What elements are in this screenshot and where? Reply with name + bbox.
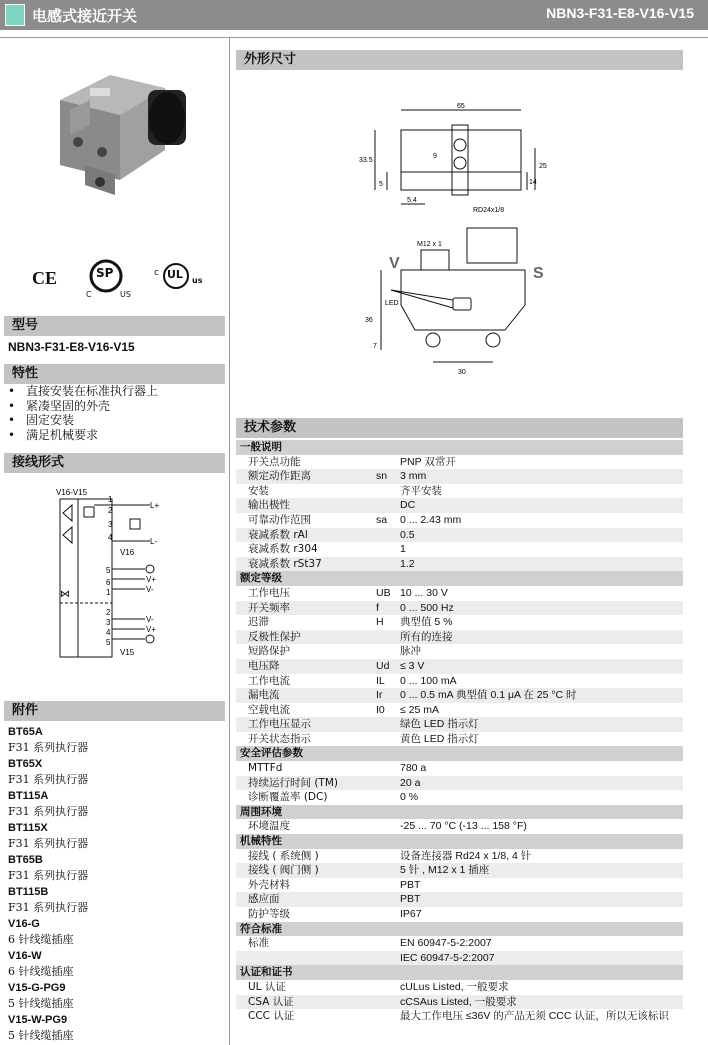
dim-33-5: 33.5 [359,157,373,164]
dimensions-section-title: 外形尺寸 [236,50,683,70]
dim-36: 36 [365,317,373,324]
dim-5: 5 [379,181,383,188]
spec-value: cCSAus Listed, 一般要求 [400,995,517,1008]
pin-label: 6 [106,578,111,587]
spec-label: 输出极性 [248,499,290,512]
spec-value: 黄色 LED 指示灯 [400,732,479,745]
pin-label: 4 [108,533,113,542]
accessory-item: BT65A F31 系列执行器 [8,726,89,754]
spec-value: 绿色 LED 指示灯 [400,718,479,731]
spec-row [236,469,683,484]
pin-label: 2 [108,506,113,515]
spec-label: 漏电流 [248,689,280,702]
csa-mark-us: US [120,290,131,299]
accessory-item: BT65B F31 系列执行器 [8,854,89,882]
spec-value: 0 % [400,791,419,804]
accessory-item: BT115A F31 系列执行器 [8,790,89,818]
spec-value: IEC 60947-5-2:2007 [400,951,495,964]
pin-label: 2 [106,608,111,617]
pin-label: 5 [106,566,111,575]
feature-item: • 满足机械要求 [8,428,158,443]
spec-label: 接线 ( 系统侧 ) [248,849,319,862]
spec-label: 衰减系数 rSt37 [248,557,322,570]
spec-label: 空载电流 [248,703,290,716]
spec-label: 开关状态指示 [248,732,311,745]
spec-value: 最大工作电压 ≤36V 的产品无须 CCC 认证，所以无该标识 [400,1010,669,1023]
valve-side-label: V [389,255,400,272]
lminus-label: L- [150,537,158,546]
spec-row [236,936,683,951]
dim-30: 30 [458,369,466,376]
spec-label: CSA 认证 [248,995,294,1008]
spec-section-header: 一般说明 [236,440,683,455]
spec-row [236,761,683,776]
spec-value: ≤ 3 V [400,659,425,672]
spec-value: IP67 [400,908,422,920]
spec-section-header: 机械特性 [236,834,683,849]
system-side-label: S [533,265,544,282]
accessory-item: V16-W 6 针线缆插座 [8,950,74,978]
spec-value: 设备连接器 Rd24 x 1/8, 4 针 [400,849,532,862]
spec-value: 1 [400,543,406,556]
pin-label: 1 [108,495,113,504]
spec-row [236,630,683,645]
led-label: LED [385,300,399,307]
spec-row [236,790,683,805]
spec-value: PNP 双常开 [400,455,456,468]
lplus-label: L+ [150,501,160,510]
spec-value: 所有的连接 [400,630,453,643]
m12-thread-label: M12 x 1 [417,241,442,248]
feature-item: • 固定安装 [8,413,158,428]
features-list [8,384,158,442]
spec-row [236,455,683,470]
spec-label: 衰减系数 r304 [248,543,318,556]
accessory-item: V16-G 6 针线缆插座 [8,918,74,946]
csa-mark-text: SP [96,266,114,280]
spec-symbol: IL [376,674,385,687]
accessories-section-title: 附件 [4,701,225,721]
spec-label: 标准 [248,937,269,950]
dim-65: 65 [457,103,465,110]
model-section-title: 型号 [4,316,225,336]
model-value: NBN3-F31-E8-V16-V15 [8,340,135,354]
wiring-diagram [50,485,180,660]
spec-row [236,776,683,791]
spec-row [236,703,683,718]
spec-label: 开关点功能 [248,455,301,468]
spec-label: 安装 [248,484,269,497]
dim-25: 25 [539,163,547,170]
dim-5-4: 5.4 [407,197,417,204]
spec-label: 开关频率 [248,601,290,614]
spec-row [236,995,683,1010]
spec-section-header: 额定等级 [236,571,683,586]
spec-symbol: Ud [376,659,390,672]
v15-label: V15 [120,648,135,657]
spec-label: CCC 认证 [248,1010,295,1023]
vminus-label: V- [146,585,154,594]
spec-row [236,951,683,966]
specs-section-title: 技术参数 [236,418,683,438]
spec-section-header: 认证和证书 [236,965,683,980]
spec-row [236,644,683,659]
spec-value: 20 a [400,776,421,789]
page-header [0,0,708,30]
accessory-item: V15-W-PG9 5 针线缆插座 [8,1014,74,1042]
v16-label: V16 [120,548,135,557]
spec-row [236,688,683,703]
spec-value: 5 针 , M12 x 1 插座 [400,864,490,877]
spec-label: UL 认证 [248,980,286,993]
spec-value: 齐平安装 [400,484,442,497]
spec-row [236,542,683,557]
spec-row [236,557,683,572]
vplus-label: V+ [146,575,157,584]
ce-mark: CE [32,268,58,288]
spec-row [236,615,683,630]
spec-value: 0 ... 0.5 mA 典型值 0.1 μA 在 25 °C 时 [400,689,577,702]
spec-value: PBT [400,893,421,906]
ul-mark-c: c [154,268,159,278]
spec-row [236,819,683,834]
spec-symbol: Ir [376,689,383,702]
spec-label: MTTFd [248,762,283,775]
spec-value: cULus Listed, 一般要求 [400,980,509,993]
spec-label: 接线 ( 阀门侧 ) [248,864,319,877]
spec-label: 电压降 [248,659,280,672]
spec-label: 持续运行时间 (TM) [248,776,339,789]
spec-symbol: sa [376,513,388,526]
features-section-title: 特性 [4,364,225,384]
model-title: NBN3-F31-E8-V16-V15 [546,5,694,21]
spec-value: 脉冲 [400,645,421,658]
spec-row [236,717,683,732]
spec-label: 工作电压 [248,586,290,599]
vminus-label-2: V- [146,615,154,624]
spec-label: 迟滞 [248,616,269,629]
spec-value: 0.5 [400,528,415,541]
feature-item: • 紧凑坚固的外壳 [8,399,158,414]
wiring-title: V16-V15 [56,488,88,497]
spec-symbol: H [376,616,384,629]
spec-label: 诊断覆盖率 (DC) [248,791,328,804]
spec-row [236,849,683,864]
spec-row [236,601,683,616]
header-accent-square [5,4,25,26]
product-photo [30,70,200,200]
spec-value: 780 a [400,762,427,775]
specs-table [236,440,683,1024]
spec-value: 0 ... 100 mA [400,674,457,687]
spec-row [236,863,683,878]
csa-mark-c: C [86,290,92,299]
spec-label: 外壳材料 [248,878,290,891]
spec-symbol: I0 [376,703,385,716]
spec-value: 典型值 5 % [400,616,453,629]
header-divider [0,37,708,38]
dimension-drawing [355,100,555,385]
spec-row [236,528,683,543]
spec-row [236,1009,683,1024]
spec-row [236,907,683,922]
spec-row [236,732,683,747]
spec-row [236,892,683,907]
spec-value: PBT [400,878,421,891]
valve-symbol-icon: ⋈ [60,589,70,600]
spec-symbol: UB [376,586,391,599]
spec-symbol: f [376,601,379,614]
column-divider [229,38,230,1045]
spec-value: 0 ... 2.43 mm [400,513,462,526]
accessory-item: BT115B F31 系列执行器 [8,886,89,914]
spec-label: 短路保护 [248,645,290,658]
feature-item: • 直接安装在标准执行器上 [8,384,158,399]
spec-section-header: 符合标准 [236,922,683,937]
accessories-list [8,724,88,1044]
accessory-item: V15-G-PG9 5 针线缆插座 [8,982,74,1010]
spec-label: 工作电压显示 [248,718,311,731]
spec-row [236,484,683,499]
pin-label: 3 [106,618,111,627]
pin-label: 3 [108,520,113,529]
rd-thread-label: RD24x1/8 [473,207,505,214]
spec-label: 可靠动作范围 [248,513,311,526]
accessory-item: BT65X F31 系列执行器 [8,758,89,786]
accessory-item: BT115X F31 系列执行器 [8,822,89,850]
spec-row [236,659,683,674]
spec-value: ≤ 25 mA [400,703,440,716]
spec-row [236,674,683,689]
wiring-section-title: 接线形式 [4,453,225,473]
spec-label: 衰减系数 rAl [248,528,308,541]
spec-value: 0 ... 500 Hz [400,601,454,614]
pin-label: 4 [106,628,111,637]
spec-label: 感应面 [248,893,280,906]
ul-mark-us: us [192,276,203,285]
spec-value: -25 ... 70 °C (-13 ... 158 °F) [400,820,527,833]
dim-14: 14 [529,179,537,186]
spec-value: 1.2 [400,557,415,570]
spec-label: 环境温度 [248,820,290,833]
page-title: 电感式接近开关 [32,7,138,25]
spec-row [236,980,683,995]
dim-9: 9 [433,153,437,160]
spec-value: 10 ... 30 V [400,586,448,599]
pin-label: 5 [106,638,111,647]
spec-label: 额定动作距离 [248,470,311,483]
spec-row [236,498,683,513]
spec-label: 工作电流 [248,674,290,687]
spec-value: EN 60947-5-2:2007 [400,937,492,950]
spec-section-header: 周围环境 [236,805,683,820]
spec-section-header: 安全评估参数 [236,746,683,761]
spec-row [236,878,683,893]
spec-value: DC [400,499,416,512]
spec-row [236,513,683,528]
dim-7: 7 [373,343,377,350]
spec-symbol: sn [376,470,388,483]
ul-mark-text: UL [167,268,183,281]
spec-label: 防护等级 [248,908,290,920]
spec-value: 3 mm [400,470,427,483]
pin-label: 1 [106,588,111,597]
spec-row [236,586,683,601]
vplus-label-2: V+ [146,625,157,634]
spec-label: 反极性保护 [248,630,301,643]
